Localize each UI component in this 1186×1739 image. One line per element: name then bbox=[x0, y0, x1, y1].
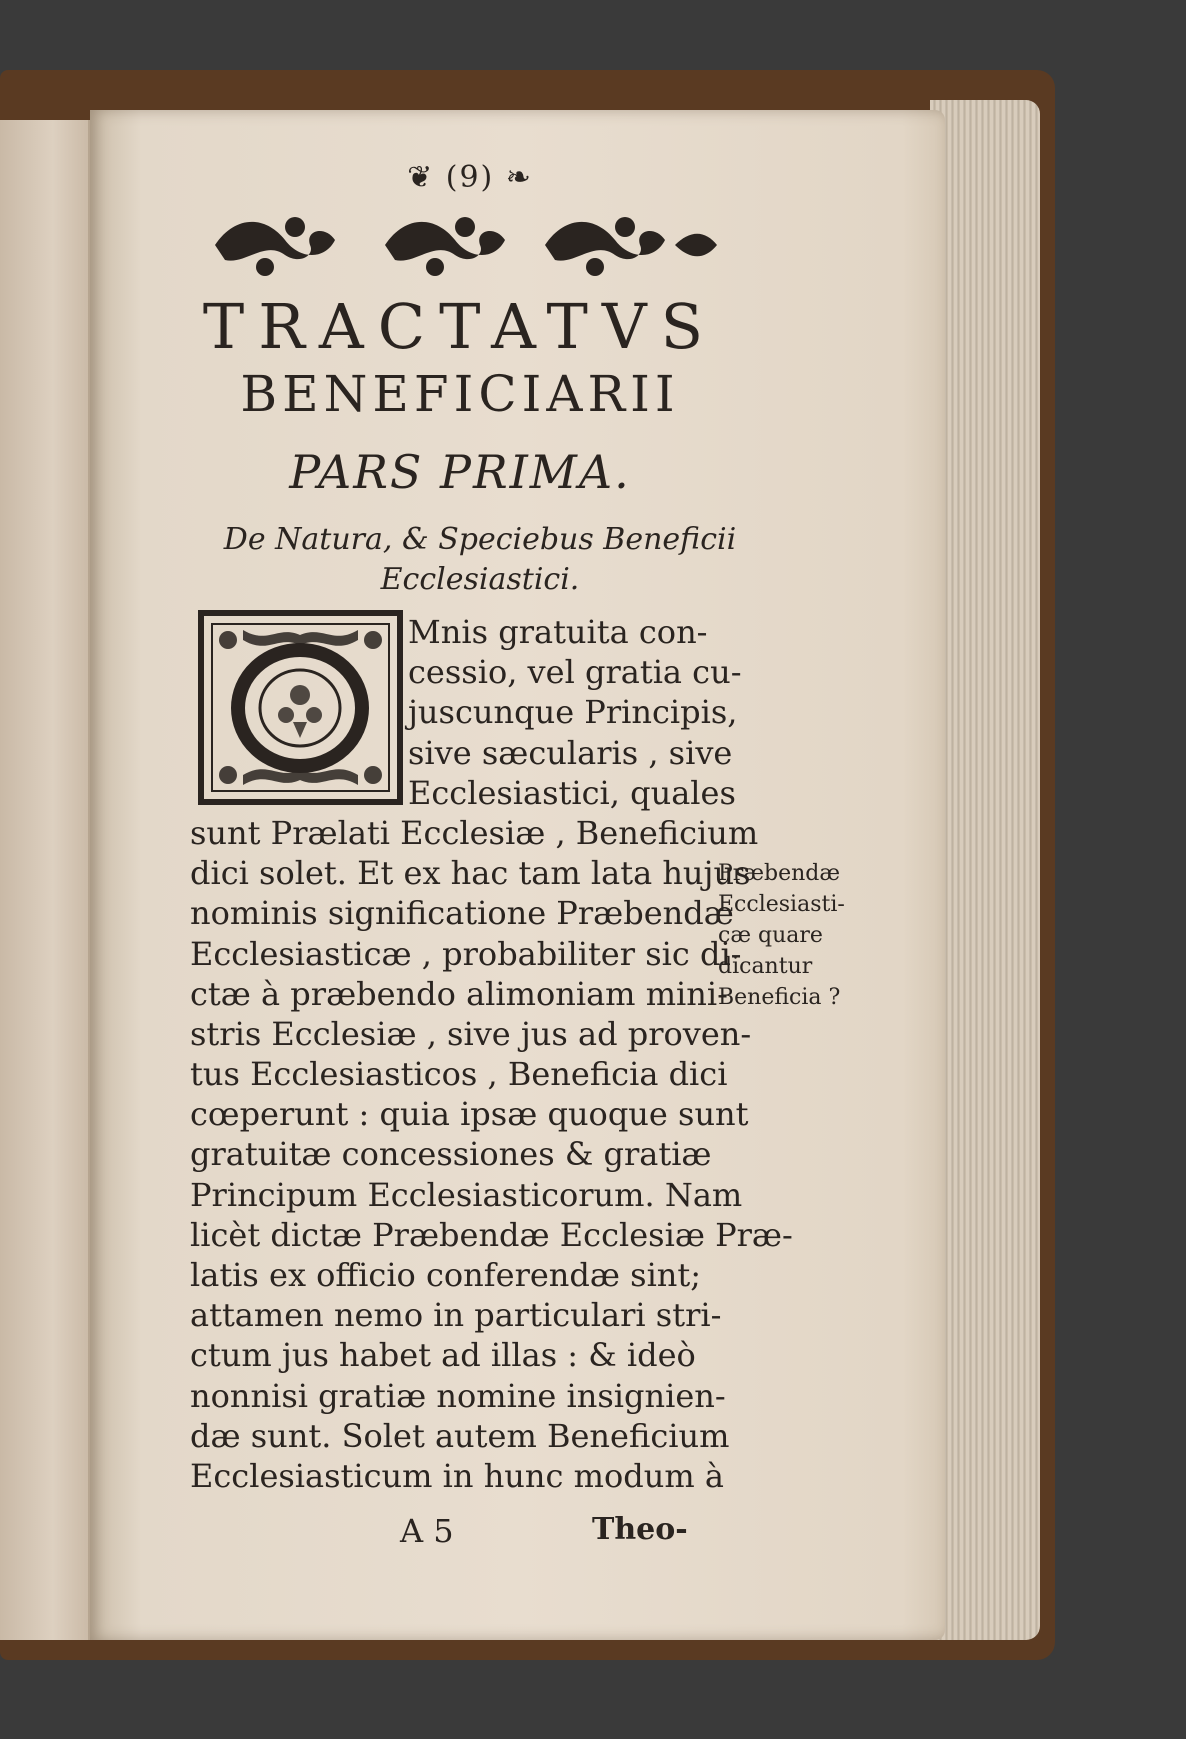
body-line: latis ex officio conferendæ sint; bbox=[190, 1256, 702, 1294]
body-line: Mnis gratuita con- bbox=[408, 613, 708, 651]
margin-note-line: Beneficia ? bbox=[718, 985, 841, 1010]
section-subtitle bbox=[210, 520, 750, 600]
page-number-header bbox=[380, 160, 560, 195]
body-line: nonnisi gratiæ nomine insignien- bbox=[190, 1376, 726, 1415]
body-line: cessio, vel gratia cu- bbox=[408, 653, 742, 692]
body-line: stris Ecclesiæ , sive jus ad proven- bbox=[190, 1014, 752, 1053]
catchword: Theo- bbox=[592, 1512, 688, 1547]
body-line: attamen nemo in particulari stri- bbox=[190, 1296, 722, 1335]
title-line-1: TRACTATVS bbox=[202, 290, 718, 363]
body-line: ctæ à præbendo alimoniam mini- bbox=[190, 974, 728, 1013]
title-line-3: PARS PRIMA. bbox=[289, 445, 631, 499]
body-line: gratuitæ concessiones & gratiæ bbox=[190, 1135, 712, 1174]
margin-note-line: dicantur bbox=[718, 954, 813, 979]
margin-note-line: cæ quare bbox=[718, 923, 823, 948]
body-line: tus Ecclesiasticos , Beneficia dici bbox=[190, 1055, 728, 1094]
page-number: (9) bbox=[445, 160, 495, 195]
header-ornament-right-icon: ❧ bbox=[505, 160, 533, 195]
page-edges bbox=[930, 100, 1040, 1640]
body-line: Principum Ecclesiasticorum. Nam bbox=[190, 1175, 743, 1214]
title-line-2: BENEFICIARII bbox=[240, 365, 680, 423]
body-line: dici solet. Et ex hac tam lata hujus bbox=[190, 854, 751, 893]
body-line: juscunque Principis, bbox=[408, 693, 738, 732]
body-line: Ecclesiasticum in hunc modum à bbox=[190, 1456, 724, 1495]
facing-page-edge bbox=[0, 120, 90, 1640]
subtitle-line: Ecclesiastici. bbox=[380, 562, 580, 597]
body-line: Ecclesiastici, quales bbox=[408, 773, 736, 812]
body-line: Ecclesiasticæ , probabiliter sic di- bbox=[190, 934, 742, 973]
header-ornament-left-icon: ❦ bbox=[407, 160, 435, 195]
body-line: ctum jus habet ad illas : & ideò bbox=[190, 1336, 696, 1375]
subtitle-line: De Natura, & Speciebus Beneficii bbox=[223, 522, 737, 557]
body-line: licèt dictæ Præbendæ Ecclesiæ Præ- bbox=[190, 1215, 793, 1254]
headpiece-ornament-icon bbox=[205, 205, 725, 285]
body-line: nominis significatione Præbendæ bbox=[190, 894, 734, 933]
margin-note-line: Præbendæ bbox=[718, 861, 841, 886]
body-line: cœperunt : quia ipsæ quoque sunt bbox=[190, 1095, 749, 1134]
margin-note-line: Ecclesiasti- bbox=[718, 892, 845, 917]
signature-mark: A 5 bbox=[400, 1512, 454, 1550]
body-line: sunt Prælati Ecclesiæ , Beneficium bbox=[190, 813, 759, 852]
margin-note bbox=[718, 858, 878, 1013]
body-line: dæ sunt. Solet autem Beneficium bbox=[190, 1416, 730, 1455]
body-line: sive sæcularis , sive bbox=[408, 733, 733, 772]
